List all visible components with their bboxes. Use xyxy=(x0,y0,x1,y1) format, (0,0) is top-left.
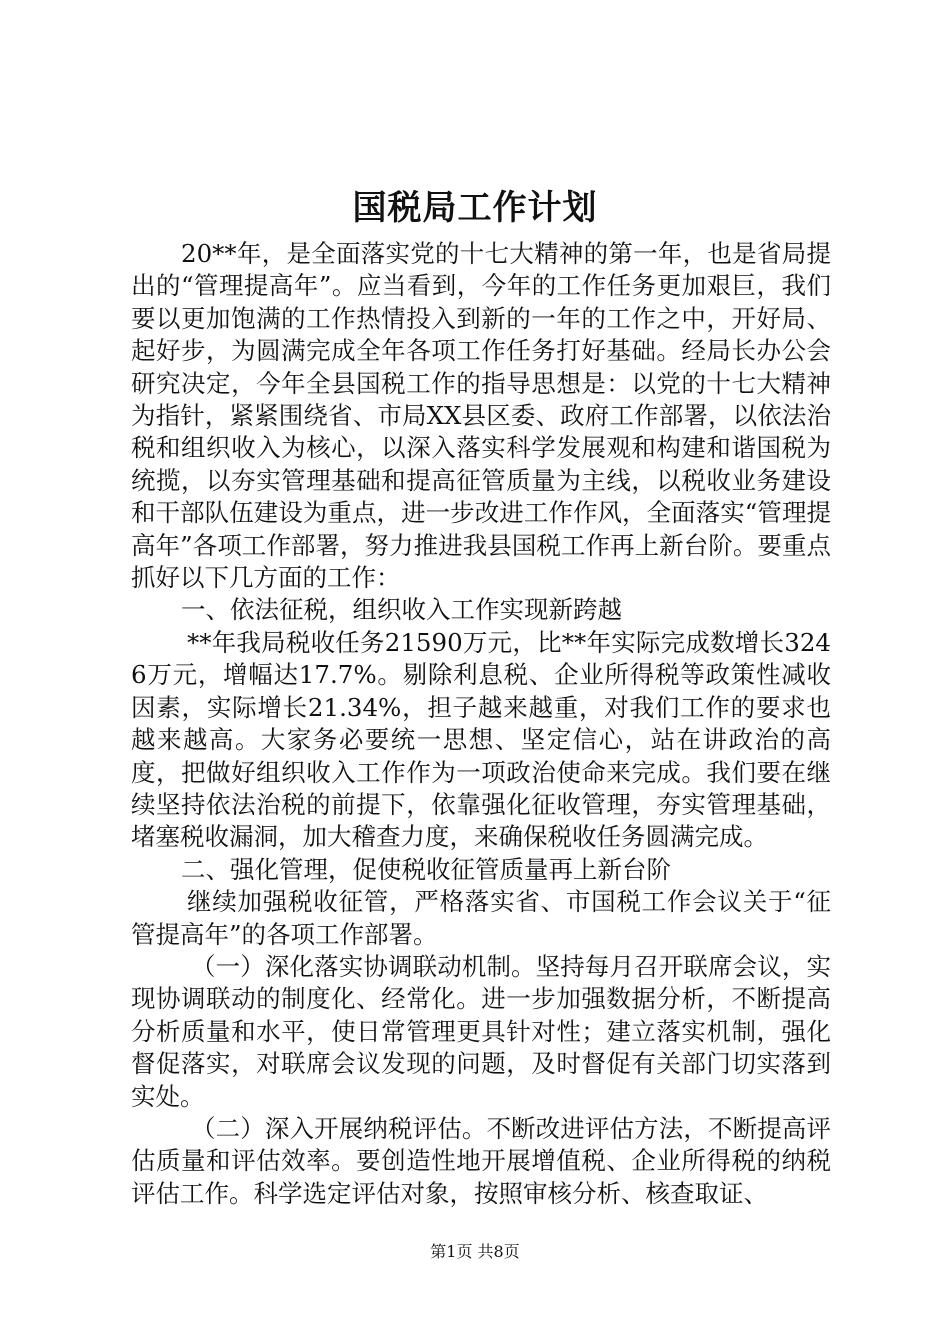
paragraph-management: 继续加强税收征管，严格落实省、市国税工作会议关于“征管提高年”的各项工作部署。 xyxy=(131,887,831,949)
page-footer: 第1页 共8页 xyxy=(430,1242,520,1261)
document-body xyxy=(131,238,831,1210)
paragraph-item-1: （一）深化落实协调联动机制。坚持每月召开联席会议，实现协调联动的制度化、经常化。进一步加强数据分析，不断提高分析质量和水平，使日常管理更具针对性；建立落实机制，强化督促落实，对联席会议发现的问题，及时督促有关部门切实落到实处。 xyxy=(131,951,831,1111)
section-heading-1: 一、依法征税，组织收入工作实现新跨越 xyxy=(181,595,622,625)
section-heading-2: 二、强化管理，促使税收征管质量再上新台阶 xyxy=(181,854,671,884)
page-title: 国税局工作计划 xyxy=(352,188,598,228)
paragraph-item-2: （二）深入开展纳税评估。不断改进评估方法，不断提高评估质量和评估效率。要创造性地开展增值税、企业所得税的纳税评估工作。科学选定评估对象，按照审核分析、核查取证、 xyxy=(131,1113,831,1208)
paragraph-revenue: **年我局税收任务21590万元，比**年实际完成数增长3246万元，增幅达17.7%。剔除利息税、企业所得税等政策性减收因素，实际增长21.34%，担子越来越重，对我们工作的要求也越来越高。大家务必要统一思想、坚定信心，站在讲政治的高度，把做好组织收入工作作为一项政治使命来完成。我们要在继续坚持依法治税的前提下，依靠强化征收管理，夯实管理基础，堵塞税收漏洞，加大稽查力度，来确保税收任务圆满完成。 xyxy=(131,627,831,852)
paragraph-intro: 20**年，是全面落实党的十七大精神的第一年，也是省局提出的“管理提高年”。应当看到，今年的工作任务更加艰巨，我们要以更加饱满的工作热情投入到新的一年的工作之中，开好局、起好步，为圆满完成全年各项工作任务打好基础。经局长办公会研究决定，今年全县国税工作的指导思想是：以党的十七大精神为指针，紧紧围绕省、市局XX县区委、政府工作部署，以依法治税和组织收入为核心，以深入落实科学发展观和构建和谐国税为统揽，以夯实管理基础和提高征管质量为主线，以税收业务建设和干部队伍建设为重点，进一步改进工作作风，全面落实“管理提高年”各项工作部署，努力推进我县国税工作再上新台阶。要重点抓好以下几方面的工作： xyxy=(131,239,831,593)
